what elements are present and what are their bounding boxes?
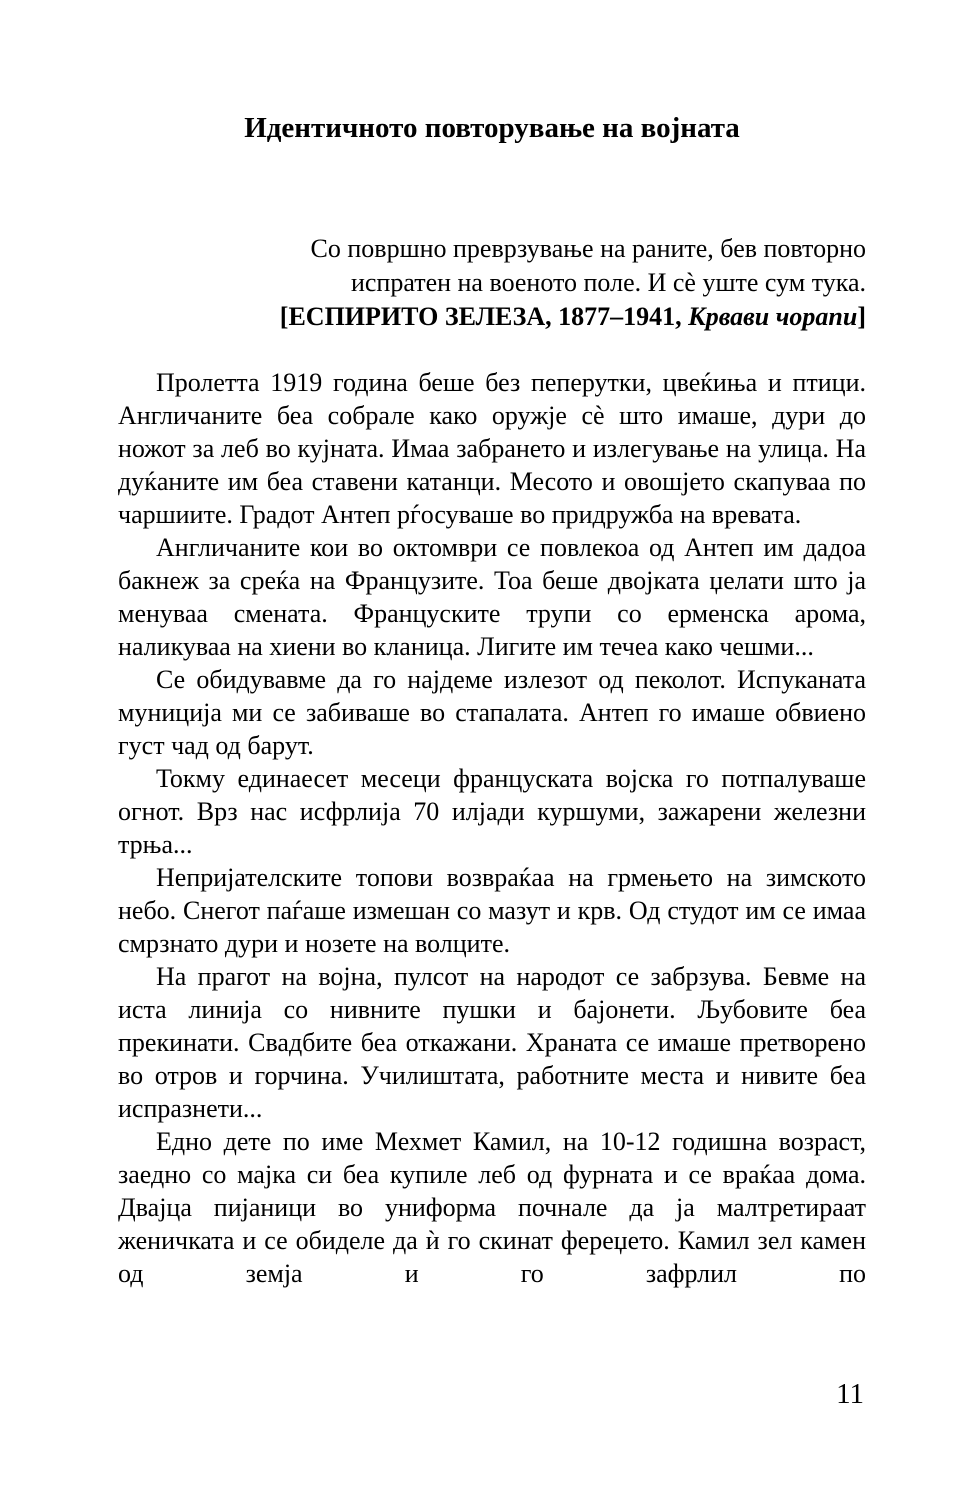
epigraph-source-author: [ЕСПИРИТО ЗЕЛЕЗА, 1877–1941, xyxy=(279,302,689,331)
paragraph: Се обидувавме да го најдеме излезот од пеколот. Испуканата муниција ми се забиваше во стапалата. Антеп го имаше обвиено густ чад од барут. xyxy=(118,665,866,760)
epigraph-line: Со површно преврзување на раните, бев повторно xyxy=(310,234,866,263)
paragraph: На прагот на војна, пулсот на народот се забрзува. Бевме на иста линија со нивните пушки и бајонети. Љубовите беа прекинати. Свадбите беа откажани. Храната се имаше претворено во отров и горчина. Училиштата, работните места и нивите беа испразнети... xyxy=(118,962,866,1123)
body-text xyxy=(118,366,866,1290)
epigraph xyxy=(118,232,866,334)
chapter-title: Идентичното повторување на војната xyxy=(244,112,740,144)
page-number: 11 xyxy=(836,1378,864,1410)
epigraph-line: испратен на военото поле. И сѐ уште сум тука. xyxy=(350,268,866,297)
paragraph: Непријателските топови возвраќаа на грмењето на зимското небо. Снегот паѓаше измешан со мазут и крв. Од студот им се имаа смрзнато дури и нозете на волците. xyxy=(118,863,866,958)
paragraph: Пролетта 1919 година беше без пеперутки, цвеќиња и птици. Англичаните беа собрале како оружје сѐ што имаше, дури до ножот за леб во кујната. Имаа забрането и излегување на улица. На дуќаните им беа ставени катанци. Месото и овошјето скапуваа по чаршиите. Градот Антеп рѓосуваше во придружба на вревата. xyxy=(118,368,866,529)
paragraph: Англичаните кои во октомври се повлекоа од Антеп им дадоа бакнеж за среќа на Французите. Тоа беше двојката џелати што ја менуваа смената. Француските трупи со ерменска арома, наликуваа на хиени во кланица. Лигите им течеа како чешми... xyxy=(118,533,866,661)
epigraph-source-work: Крвави чорапи xyxy=(688,302,858,331)
epigraph-source-close: ] xyxy=(857,302,866,331)
paragraph: Едно дете по име Мехмет Камил, на 10-12 годишна возраст, заедно со мајка си беа купиле леб од фурната и се враќаа дома. Двајца пијаници во униформа почнале да ја малтретираат женичката и се обиделе да ѝ го скинат фереџето. Камил зел камен од земја и го зафрлил по xyxy=(118,1127,866,1288)
book-page xyxy=(118,0,866,1500)
paragraph: Токму единаесет месеци француската војска го потпалуваше огнот. Врз нас исфрлија 70 илјади куршуми, зажарени железни трња... xyxy=(118,764,866,859)
epigraph-source xyxy=(118,300,866,334)
